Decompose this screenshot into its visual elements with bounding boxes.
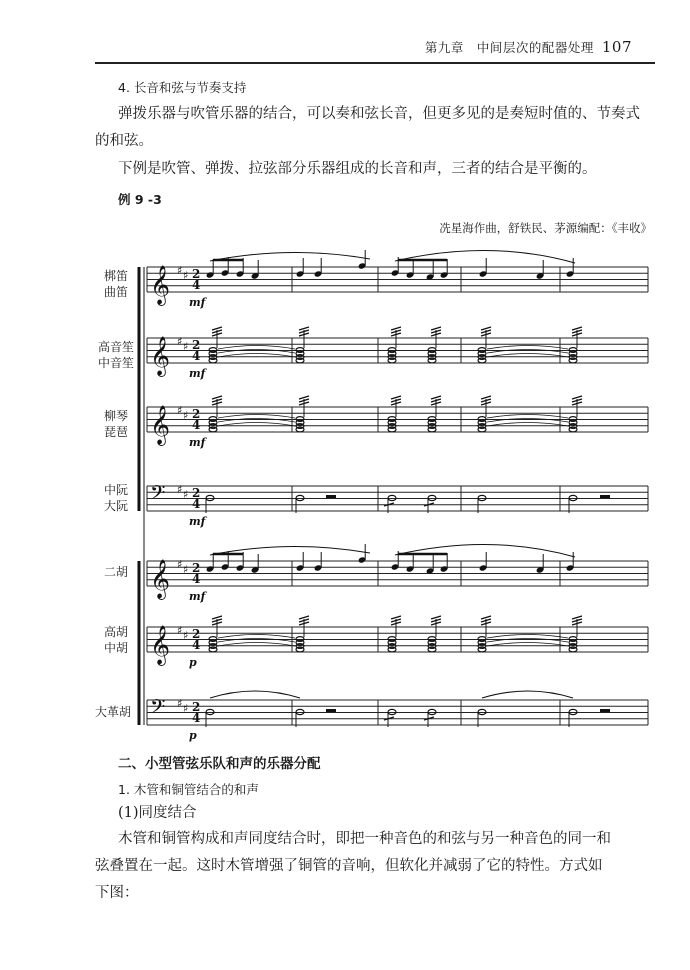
section-heading-2: 二、小型管弦乐队和声的乐器分配	[118, 756, 321, 772]
dynamic-mark: mf	[189, 590, 206, 603]
dynamic-mark: mf	[189, 367, 206, 380]
tie-curve	[218, 419, 295, 423]
tremolo-slash	[481, 616, 491, 619]
tremolo-slash	[391, 396, 401, 399]
bass-note-head	[569, 495, 577, 500]
paragraph-1-line-1: 弹拨乐器与吹管乐器的结合，可以奏和弦长音，但更多见的是奏短时值的、节奏式	[118, 106, 640, 122]
tremolo-slash	[431, 396, 441, 399]
whole-rest	[600, 495, 610, 498]
chapter-title: 第九章 中间层次的配器处理	[424, 40, 594, 55]
sharp-sign: ♯	[183, 629, 189, 642]
bass-note-head	[388, 709, 396, 714]
time-signature-bottom: 4	[192, 572, 201, 586]
instrument-name: 中音笙	[97, 356, 134, 370]
dynamic-mark: mf	[189, 436, 206, 449]
whole-rest	[600, 709, 610, 712]
sharp-sign: ♯	[177, 697, 183, 710]
treble-clef: 𝄞	[150, 265, 171, 305]
bass-clef: 𝄢	[150, 695, 166, 723]
tremolo-slash	[481, 327, 491, 330]
sharp-sign: ♯	[177, 624, 183, 637]
tremolo-slash	[481, 396, 491, 399]
whole-rest	[326, 709, 336, 712]
page-number: 107	[601, 38, 632, 56]
bass-note-head	[428, 495, 436, 500]
instrument-name: 中胡	[103, 641, 128, 655]
subheading-1: 1. 木管和铜管结合的和声	[118, 782, 259, 797]
tie-curve	[487, 346, 568, 350]
treble-clef: 𝄞	[150, 559, 171, 599]
bass-note-head	[296, 709, 304, 714]
time-signature-bottom: 4	[192, 349, 201, 363]
time-signature-bottom: 4	[192, 711, 201, 725]
instrument-name: 中阮	[103, 483, 128, 497]
whole-rest	[326, 495, 336, 498]
subheading-1a: (1)同度结合	[118, 805, 197, 821]
paragraph-2: 下例是吹管、弹拨、拉弦部分乐器组成的长音和声，三者的结合是平衡的。	[118, 161, 597, 177]
sharp-sign: ♯	[177, 404, 183, 417]
sharp-sign: ♯	[177, 483, 183, 496]
tremolo-slash	[572, 396, 582, 399]
time-signature-bottom: 4	[192, 638, 201, 652]
time-signature-top: 2	[192, 486, 201, 500]
bass-note-head	[206, 495, 214, 500]
tie-curve	[218, 639, 295, 643]
bass-note-head	[569, 709, 577, 714]
section-heading-4: 4. 长音和弦与节奏支持	[118, 80, 247, 95]
treble-clef: 𝄞	[150, 625, 171, 665]
bass-clef: 𝄢	[150, 481, 166, 509]
tremolo-slash	[572, 327, 582, 330]
dynamic-mark: p	[189, 729, 197, 742]
tie-curve	[487, 415, 568, 419]
sharp-sign: ♯	[183, 702, 189, 715]
bass-note-head	[388, 495, 396, 500]
dynamic-mark: p	[189, 656, 197, 669]
sharp-sign: ♯	[183, 563, 189, 576]
treble-clef: 𝄞	[150, 405, 171, 445]
time-signature-top: 2	[192, 338, 201, 352]
tie-curve	[218, 415, 295, 419]
tie-curve	[218, 346, 295, 350]
time-signature-top: 2	[192, 267, 201, 281]
time-signature-top: 2	[192, 561, 201, 575]
paragraph-3-line-3: 下图：	[95, 885, 139, 901]
tremolo-slash	[212, 327, 222, 330]
time-signature-bottom: 4	[192, 418, 201, 432]
bass-note-head	[296, 495, 304, 500]
sharp-sign: ♯	[177, 264, 183, 277]
instrument-name: 大阮	[103, 499, 128, 513]
paragraph-3-line-2: 弦叠置在一起。这时木管增强了铜管的音响，但软化并减弱了它的特性。方式如	[95, 858, 603, 874]
instrument-name: 梆笛	[103, 269, 128, 283]
tremolo-slash	[572, 616, 582, 619]
example-label: 例 9 -3	[118, 192, 162, 207]
bass-note-head	[428, 709, 436, 714]
time-signature-top: 2	[192, 700, 201, 714]
sharp-sign: ♯	[183, 340, 189, 353]
tremolo-slash	[431, 327, 441, 330]
tie-curve	[487, 635, 568, 639]
tremolo-slash	[391, 616, 401, 619]
tie-curve	[487, 639, 568, 643]
instrument-name: 大革胡	[94, 705, 131, 719]
tremolo-slash	[212, 616, 222, 619]
tremolo-slash	[391, 327, 401, 330]
instrument-name: 琵琶	[103, 425, 128, 439]
tremolo-slash	[212, 396, 222, 399]
bass-note-head	[206, 709, 214, 714]
tremolo-slash	[299, 327, 309, 330]
tie-curve	[487, 419, 568, 423]
bass-note-head	[478, 709, 486, 714]
paragraph-3-line-1: 木管和铜管构成和声同度结合时，即把一种音色的和弦与另一种音色的同一和	[118, 831, 611, 847]
tie-curve	[218, 350, 295, 354]
sharp-sign: ♯	[183, 269, 189, 282]
time-signature-top: 2	[192, 627, 201, 641]
instrument-name: 二胡	[103, 565, 128, 579]
instrument-name: 高胡	[103, 625, 128, 639]
phrase-slur	[482, 691, 573, 698]
phrase-slur	[210, 691, 300, 698]
tremolo-slash	[299, 396, 309, 399]
treble-clef: 𝄞	[150, 336, 171, 376]
dynamic-mark: mf	[189, 296, 206, 309]
paragraph-1-line-2: 的和弦。	[95, 133, 153, 149]
tremolo-slash	[431, 616, 441, 619]
time-signature-top: 2	[192, 407, 201, 421]
instrument-name: 曲笛	[103, 285, 128, 299]
bass-note-head	[478, 495, 486, 500]
tie-curve	[487, 350, 568, 354]
sharp-sign: ♯	[177, 335, 183, 348]
instrument-name: 柳琴	[103, 409, 128, 423]
sharp-sign: ♯	[177, 558, 183, 571]
score-credit: 冼星海作曲，舒铁民、茅源编配：《丰收》	[439, 221, 652, 235]
instrument-name: 高音笙	[97, 340, 134, 354]
tremolo-slash	[299, 616, 309, 619]
tie-curve	[218, 635, 295, 639]
time-signature-bottom: 4	[192, 278, 201, 292]
sharp-sign: ♯	[183, 488, 189, 501]
dynamic-mark: mf	[189, 515, 206, 528]
sharp-sign: ♯	[183, 409, 189, 422]
time-signature-bottom: 4	[192, 497, 201, 511]
